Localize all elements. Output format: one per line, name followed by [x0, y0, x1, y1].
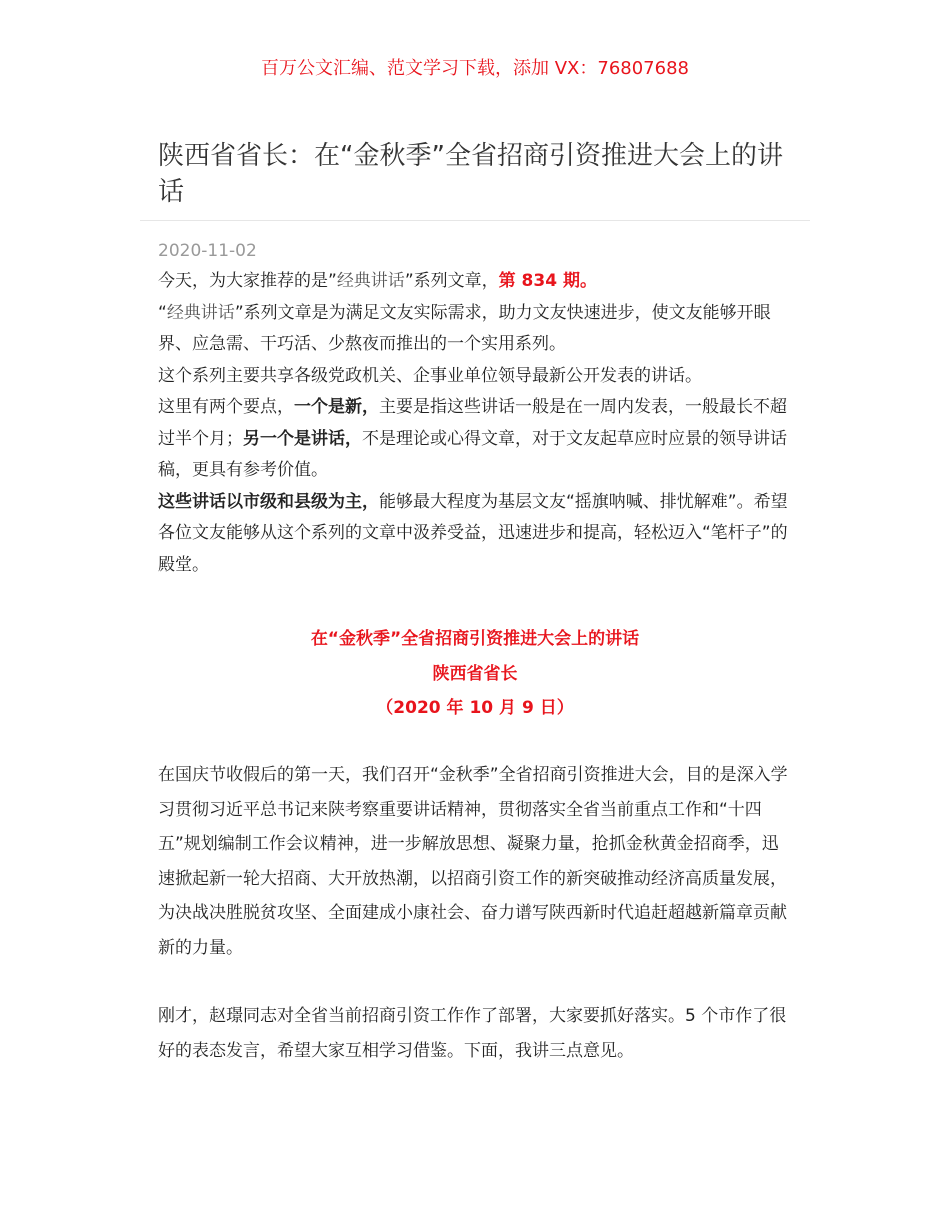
series-name: 经典讲话	[336, 271, 405, 291]
speech-date: （2020 年 10 月 9 日）	[376, 698, 574, 718]
promo-banner: 百万公文汇编、范文学习下载，添加 VX：76807688	[261, 58, 689, 79]
speech-paragraph-2: 刚才，赵璟同志对全省当前招商引资工作作了部署，大家要抓好落实。5 个市作了很好的表态发言，希望大家互相学习借鉴。下面，我讲三点意见。	[158, 1006, 787, 1061]
article-title: 陕西省省长：在“金秋季”全省招商引资推进大会上的讲话	[158, 141, 783, 207]
speech-title: 在“金秋季”全省招商引资推进大会上的讲话	[310, 629, 640, 649]
intro-paragraph-1: 今天，为大家推荐的是”经典讲话”系列文章，第 834 期。	[158, 271, 597, 291]
intro-paragraph-2: “经典讲话”系列文章是为满足文友实际需求，助力文友快速进步，使文友能够开眼界、应急需、干巧活、少熬夜而推出的一个实用系列。	[158, 302, 771, 354]
series-name: 经典讲话	[166, 302, 235, 323]
speech-paragraph-1: 在国庆节收假后的第一天，我们召开“金秋季”全省招商引资推进大会，目的是深入学习贯彻习近平总书记来陕考察重要讲话精神，贯彻落实全省当前重点工作和“十四五”规划编制工作会议精神，进一步解放思想、凝聚力量，抢抓金秋黄金招商季，迅速掀起新一轮大招商、大开放热潮，以招商引资工作的新突破推动经济高质量发展，为决战决胜脱贫攻坚、全面建成小康社会、奋力谱写陕西新时代追赶超越新篇章贡献新的力量。	[158, 765, 788, 958]
speech-heading-block	[0, 622, 950, 726]
intro-paragraph-4: 这里有两个要点，一个是新，主要是指这些讲话一般是在一周内发表，一般最长不超过半个月；另一个是讲话，不是理论或心得文章，对于文友起草应时应景的领导讲话稿，更具有参考价值。	[158, 397, 787, 480]
title-divider	[140, 220, 810, 221]
intro-section	[158, 266, 794, 581]
speech-speaker: 陕西省省长	[432, 663, 518, 684]
publish-date: 2020-11-02	[158, 241, 257, 261]
intro-paragraph-3: 这个系列主要共享各级党政机关、企事业单位领导最新公开发表的讲话。	[158, 365, 702, 386]
issue-number: 第 834 期。	[498, 271, 597, 291]
intro-paragraph-5: 这些讲话以市级和县级为主，能够最大程度为基层文友“摇旗呐喊、排忧解难”。希望各位文友能够从这个系列的文章中汲养受益，迅速进步和提高，轻松迈入“笔杆子”的殿堂。	[158, 491, 788, 575]
